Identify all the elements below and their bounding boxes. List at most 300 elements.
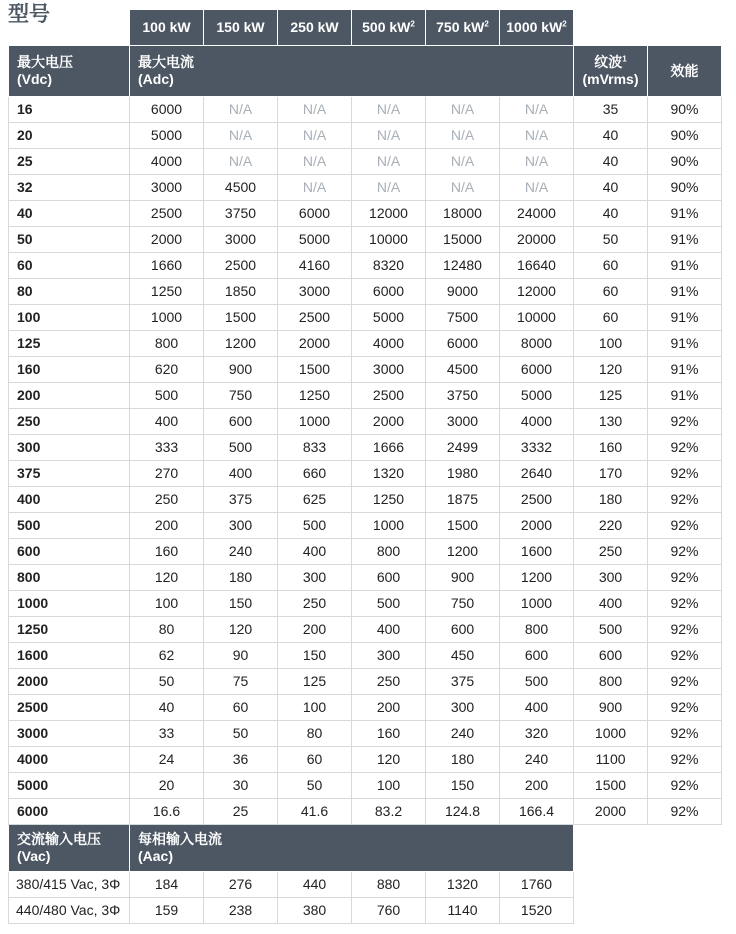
max-current-cell: N/A bbox=[500, 149, 574, 175]
max-current-cell: 18000 bbox=[426, 201, 500, 227]
max-current-cell: 62 bbox=[130, 643, 204, 669]
model-label: 500 kW bbox=[362, 19, 411, 35]
max-current-cell: 2640 bbox=[500, 461, 574, 487]
max-current-cell: 60 bbox=[278, 747, 352, 773]
table-row bbox=[9, 383, 722, 409]
empty-cell bbox=[648, 872, 722, 898]
ripple-cell: 100 bbox=[574, 331, 648, 357]
table-row bbox=[9, 617, 722, 643]
efficiency-cell: 91% bbox=[648, 331, 722, 357]
max-current-cell: 625 bbox=[278, 487, 352, 513]
max-current-cell: 3750 bbox=[426, 383, 500, 409]
input-voltage-label: 交流输入电压 bbox=[17, 831, 101, 847]
max-current-cell: 1850 bbox=[204, 279, 278, 305]
max-current-cell: N/A bbox=[500, 123, 574, 149]
table-row bbox=[9, 747, 722, 773]
max-current-cell: 300 bbox=[426, 695, 500, 721]
max-current-cell: 60 bbox=[204, 695, 278, 721]
max-current-cell: 500 bbox=[352, 591, 426, 617]
max-voltage-cell: 5000 bbox=[9, 773, 130, 799]
efficiency-cell: 91% bbox=[648, 253, 722, 279]
max-current-cell: 40 bbox=[130, 695, 204, 721]
ac-header-row bbox=[9, 825, 722, 872]
model-header-cell bbox=[352, 10, 426, 46]
max-current-cell: 4500 bbox=[204, 175, 278, 201]
max-current-cell: 4160 bbox=[278, 253, 352, 279]
max-voltage-cell: 250 bbox=[9, 409, 130, 435]
efficiency-cell: 92% bbox=[648, 591, 722, 617]
max-current-cell: 8320 bbox=[352, 253, 426, 279]
max-current-cell: 3000 bbox=[426, 409, 500, 435]
max-current-cell: N/A bbox=[278, 175, 352, 201]
max-current-cell: 7500 bbox=[426, 305, 500, 331]
max-current-cell: N/A bbox=[278, 149, 352, 175]
max-current-cell: 25 bbox=[204, 799, 278, 825]
max-voltage-cell: 60 bbox=[9, 253, 130, 279]
max-current-cell: 750 bbox=[204, 383, 278, 409]
max-voltage-header bbox=[9, 46, 130, 97]
phase-current-cell: 1520 bbox=[500, 898, 574, 924]
max-current-cell: 1500 bbox=[426, 513, 500, 539]
max-voltage-cell: 2500 bbox=[9, 695, 130, 721]
max-current-cell: 400 bbox=[500, 695, 574, 721]
phase-current-cell: 159 bbox=[130, 898, 204, 924]
max-current-cell: 80 bbox=[130, 617, 204, 643]
max-voltage-cell: 32 bbox=[9, 175, 130, 201]
spec-table bbox=[8, 9, 722, 924]
max-current-cell: 240 bbox=[204, 539, 278, 565]
phase-current-cell: 380 bbox=[278, 898, 352, 924]
max-current-cell: 166.4 bbox=[500, 799, 574, 825]
max-current-cell: 1200 bbox=[426, 539, 500, 565]
max-current-cell: 1000 bbox=[278, 409, 352, 435]
max-current-cell: 150 bbox=[426, 773, 500, 799]
max-current-cell: 12000 bbox=[500, 279, 574, 305]
max-current-cell: 2500 bbox=[500, 487, 574, 513]
max-current-cell: 1200 bbox=[204, 331, 278, 357]
max-voltage-cell: 3000 bbox=[9, 721, 130, 747]
table-row bbox=[9, 487, 722, 513]
efficiency-cell: 92% bbox=[648, 487, 722, 513]
phase-current-cell: 440 bbox=[278, 872, 352, 898]
max-voltage-cell: 2000 bbox=[9, 669, 130, 695]
model-label: 250 kW bbox=[290, 19, 339, 35]
max-voltage-cell: 160 bbox=[9, 357, 130, 383]
table-row bbox=[9, 201, 722, 227]
ripple-cell: 60 bbox=[574, 305, 648, 331]
efficiency-cell: 92% bbox=[648, 799, 722, 825]
efficiency-cell: 91% bbox=[648, 201, 722, 227]
table-row bbox=[9, 123, 722, 149]
max-voltage-cell: 50 bbox=[9, 227, 130, 253]
efficiency-header: 效能 bbox=[648, 46, 722, 97]
max-voltage-cell: 300 bbox=[9, 435, 130, 461]
table-row bbox=[9, 695, 722, 721]
max-current-cell: 33 bbox=[130, 721, 204, 747]
max-current-cell: 400 bbox=[130, 409, 204, 435]
efficiency-cell: 90% bbox=[648, 175, 722, 201]
max-current-cell: 500 bbox=[204, 435, 278, 461]
max-current-cell: 1875 bbox=[426, 487, 500, 513]
max-current-cell: 200 bbox=[500, 773, 574, 799]
max-current-cell: 1660 bbox=[130, 253, 204, 279]
max-voltage-cell: 500 bbox=[9, 513, 130, 539]
max-current-cell: N/A bbox=[204, 97, 278, 123]
efficiency-cell: 92% bbox=[648, 617, 722, 643]
max-current-cell: 2000 bbox=[352, 409, 426, 435]
table-row bbox=[9, 149, 722, 175]
efficiency-cell: 91% bbox=[648, 383, 722, 409]
ripple-cell: 40 bbox=[574, 175, 648, 201]
max-current-cell: 5000 bbox=[130, 123, 204, 149]
max-current-cell: 90 bbox=[204, 643, 278, 669]
efficiency-cell: 92% bbox=[648, 669, 722, 695]
efficiency-cell: 92% bbox=[648, 539, 722, 565]
max-current-cell: 270 bbox=[130, 461, 204, 487]
ripple-cell: 35 bbox=[574, 97, 648, 123]
max-current-cell: 200 bbox=[130, 513, 204, 539]
empty-cell bbox=[648, 825, 722, 872]
max-current-cell: 2500 bbox=[352, 383, 426, 409]
max-current-cell: 120 bbox=[352, 747, 426, 773]
max-current-cell: 8000 bbox=[500, 331, 574, 357]
max-voltage-cell: 800 bbox=[9, 565, 130, 591]
input-voltage-unit: (Vac) bbox=[17, 848, 51, 864]
table-row bbox=[9, 227, 722, 253]
max-current-cell: 600 bbox=[426, 617, 500, 643]
max-current-cell: 2499 bbox=[426, 435, 500, 461]
model-header-cell bbox=[130, 10, 204, 46]
ripple-cell: 180 bbox=[574, 487, 648, 513]
max-voltage-cell: 200 bbox=[9, 383, 130, 409]
max-current-cell: N/A bbox=[426, 175, 500, 201]
max-current-cell: 124.8 bbox=[426, 799, 500, 825]
empty-cell bbox=[574, 872, 648, 898]
ripple-cell: 130 bbox=[574, 409, 648, 435]
max-current-cell: 20 bbox=[130, 773, 204, 799]
table-row bbox=[9, 279, 722, 305]
ripple-cell: 400 bbox=[574, 591, 648, 617]
model-footnote: 2 bbox=[484, 19, 489, 29]
table-row bbox=[9, 721, 722, 747]
max-current-cell: 1500 bbox=[278, 357, 352, 383]
phase-current-cell: 1140 bbox=[426, 898, 500, 924]
max-current-cell: 750 bbox=[426, 591, 500, 617]
efficiency-cell: 92% bbox=[648, 513, 722, 539]
max-current-cell: 100 bbox=[278, 695, 352, 721]
ripple-cell: 125 bbox=[574, 383, 648, 409]
max-voltage-cell: 80 bbox=[9, 279, 130, 305]
ripple-cell: 250 bbox=[574, 539, 648, 565]
table-row bbox=[9, 643, 722, 669]
max-current-cell: 240 bbox=[500, 747, 574, 773]
max-current-cell: 30 bbox=[204, 773, 278, 799]
max-current-cell: 800 bbox=[500, 617, 574, 643]
model-label: 150 kW bbox=[216, 19, 265, 35]
max-current-cell: 5000 bbox=[500, 383, 574, 409]
model-header-cell bbox=[204, 10, 278, 46]
max-current-cell: 50 bbox=[130, 669, 204, 695]
table-row bbox=[9, 539, 722, 565]
max-current-cell: 6000 bbox=[426, 331, 500, 357]
max-current-cell: 3000 bbox=[130, 175, 204, 201]
max-current-cell: 2500 bbox=[204, 253, 278, 279]
max-current-cell: N/A bbox=[500, 97, 574, 123]
max-current-cell: 4000 bbox=[130, 149, 204, 175]
efficiency-cell: 92% bbox=[648, 643, 722, 669]
max-current-cell: 2000 bbox=[130, 227, 204, 253]
ripple-cell: 900 bbox=[574, 695, 648, 721]
max-current-cell: 600 bbox=[500, 643, 574, 669]
empty-cell bbox=[574, 825, 648, 872]
table-row bbox=[9, 175, 722, 201]
max-current-cell: 400 bbox=[278, 539, 352, 565]
max-current-cell: N/A bbox=[426, 123, 500, 149]
max-voltage-cell: 400 bbox=[9, 487, 130, 513]
max-current-cell: 9000 bbox=[426, 279, 500, 305]
table-row bbox=[9, 461, 722, 487]
ripple-cell: 600 bbox=[574, 643, 648, 669]
page-title: 型号 bbox=[8, 3, 50, 26]
phase-current-cell: 1320 bbox=[426, 872, 500, 898]
ripple-cell: 60 bbox=[574, 253, 648, 279]
max-voltage-cell: 600 bbox=[9, 539, 130, 565]
max-current-cell: 250 bbox=[352, 669, 426, 695]
max-current-cell: 75 bbox=[204, 669, 278, 695]
max-current-cell: 833 bbox=[278, 435, 352, 461]
max-current-cell: 2500 bbox=[278, 305, 352, 331]
ripple-cell: 160 bbox=[574, 435, 648, 461]
table-row bbox=[9, 591, 722, 617]
max-current-cell: 900 bbox=[204, 357, 278, 383]
empty-cell bbox=[574, 898, 648, 924]
max-current-cell: N/A bbox=[278, 123, 352, 149]
max-current-cell: 20000 bbox=[500, 227, 574, 253]
max-current-cell: 400 bbox=[352, 617, 426, 643]
phase-current-unit: (Aac) bbox=[138, 848, 174, 864]
max-current-cell: 800 bbox=[130, 331, 204, 357]
max-current-cell: 1320 bbox=[352, 461, 426, 487]
max-current-cell: N/A bbox=[352, 123, 426, 149]
phase-current-header bbox=[130, 825, 574, 872]
efficiency-cell: 92% bbox=[648, 721, 722, 747]
max-current-cell: 160 bbox=[352, 721, 426, 747]
max-current-cell: 120 bbox=[130, 565, 204, 591]
max-current-cell: 200 bbox=[352, 695, 426, 721]
ripple-cell: 40 bbox=[574, 123, 648, 149]
phase-current-cell: 238 bbox=[204, 898, 278, 924]
max-current-cell: 1980 bbox=[426, 461, 500, 487]
max-voltage-cell: 1600 bbox=[9, 643, 130, 669]
max-current-cell: 10000 bbox=[352, 227, 426, 253]
table-row bbox=[9, 357, 722, 383]
max-current-cell: 500 bbox=[500, 669, 574, 695]
model-header-cell bbox=[278, 10, 352, 46]
table-row bbox=[9, 799, 722, 825]
ripple-cell: 300 bbox=[574, 565, 648, 591]
max-current-cell: 6000 bbox=[500, 357, 574, 383]
model-label: 750 kW bbox=[436, 19, 485, 35]
max-current-cell: 250 bbox=[130, 487, 204, 513]
table-row bbox=[9, 773, 722, 799]
max-current-cell: 160 bbox=[130, 539, 204, 565]
efficiency-cell: 92% bbox=[648, 565, 722, 591]
phase-current-cell: 276 bbox=[204, 872, 278, 898]
max-current-cell: 250 bbox=[278, 591, 352, 617]
max-current-cell: 2000 bbox=[500, 513, 574, 539]
max-current-cell: 450 bbox=[426, 643, 500, 669]
max-voltage-cell: 16 bbox=[9, 97, 130, 123]
max-voltage-cell: 1250 bbox=[9, 617, 130, 643]
max-voltage-cell: 40 bbox=[9, 201, 130, 227]
max-current-label: 最大电流 bbox=[138, 54, 194, 70]
max-current-cell: 500 bbox=[278, 513, 352, 539]
max-current-cell: 5000 bbox=[278, 227, 352, 253]
ripple-cell: 800 bbox=[574, 669, 648, 695]
max-current-cell: 150 bbox=[204, 591, 278, 617]
phase-current-cell: 880 bbox=[352, 872, 426, 898]
efficiency-cell: 92% bbox=[648, 773, 722, 799]
ripple-label: 纹波 bbox=[594, 54, 623, 70]
max-current-cell: N/A bbox=[426, 149, 500, 175]
max-current-cell: 50 bbox=[278, 773, 352, 799]
input-voltage-cell: 380/415 Vac, 3Φ bbox=[9, 872, 130, 898]
model-label: 100 kW bbox=[142, 19, 191, 35]
model-footnote: 2 bbox=[410, 19, 415, 29]
model-header-row bbox=[9, 10, 722, 46]
table-row bbox=[9, 305, 722, 331]
max-current-cell: 16.6 bbox=[130, 799, 204, 825]
max-current-cell: N/A bbox=[204, 123, 278, 149]
max-current-cell: 12000 bbox=[352, 201, 426, 227]
input-voltage-cell: 440/480 Vac, 3Φ bbox=[9, 898, 130, 924]
max-current-cell: 500 bbox=[130, 383, 204, 409]
max-current-cell: 4000 bbox=[352, 331, 426, 357]
max-current-cell: 1000 bbox=[352, 513, 426, 539]
table-row bbox=[9, 409, 722, 435]
max-voltage-cell: 1000 bbox=[9, 591, 130, 617]
max-current-cell: 900 bbox=[426, 565, 500, 591]
model-header-cell bbox=[500, 10, 574, 46]
efficiency-cell: 91% bbox=[648, 357, 722, 383]
header-spacer bbox=[9, 10, 130, 46]
max-current-cell: 3000 bbox=[204, 227, 278, 253]
max-voltage-cell: 125 bbox=[9, 331, 130, 357]
max-current-cell: 3000 bbox=[352, 357, 426, 383]
max-current-cell: 1666 bbox=[352, 435, 426, 461]
max-current-cell: 180 bbox=[204, 565, 278, 591]
ripple-cell: 500 bbox=[574, 617, 648, 643]
table-row bbox=[9, 565, 722, 591]
max-voltage-cell: 375 bbox=[9, 461, 130, 487]
ripple-cell: 40 bbox=[574, 149, 648, 175]
max-current-cell: 400 bbox=[204, 461, 278, 487]
max-current-cell: 320 bbox=[500, 721, 574, 747]
ripple-cell: 40 bbox=[574, 201, 648, 227]
empty-cell bbox=[648, 898, 722, 924]
max-current-cell: N/A bbox=[352, 97, 426, 123]
max-current-cell: 125 bbox=[278, 669, 352, 695]
max-current-cell: 600 bbox=[352, 565, 426, 591]
max-current-cell: 3750 bbox=[204, 201, 278, 227]
max-current-cell: 2000 bbox=[278, 331, 352, 357]
max-current-unit: (Adc) bbox=[138, 71, 174, 87]
max-current-cell: 180 bbox=[426, 747, 500, 773]
efficiency-cell: 90% bbox=[648, 97, 722, 123]
max-current-cell: 4000 bbox=[500, 409, 574, 435]
efficiency-cell: 92% bbox=[648, 461, 722, 487]
max-current-cell: 375 bbox=[204, 487, 278, 513]
max-voltage-unit: (Vdc) bbox=[17, 71, 52, 87]
model-label: 1000 kW bbox=[506, 19, 563, 35]
ripple-cell: 170 bbox=[574, 461, 648, 487]
efficiency-cell: 92% bbox=[648, 747, 722, 773]
table-row bbox=[9, 253, 722, 279]
efficiency-cell: 90% bbox=[648, 149, 722, 175]
max-voltage-cell: 100 bbox=[9, 305, 130, 331]
max-current-cell: N/A bbox=[352, 149, 426, 175]
max-current-cell: 83.2 bbox=[352, 799, 426, 825]
efficiency-cell: 91% bbox=[648, 279, 722, 305]
max-current-cell: 375 bbox=[426, 669, 500, 695]
ripple-cell: 60 bbox=[574, 279, 648, 305]
max-current-cell: 80 bbox=[278, 721, 352, 747]
ripple-cell: 2000 bbox=[574, 799, 648, 825]
phase-current-cell: 184 bbox=[130, 872, 204, 898]
max-current-cell: 3332 bbox=[500, 435, 574, 461]
max-current-cell: 1000 bbox=[500, 591, 574, 617]
max-current-cell: 300 bbox=[278, 565, 352, 591]
max-current-cell: N/A bbox=[204, 149, 278, 175]
ripple-cell: 120 bbox=[574, 357, 648, 383]
max-voltage-cell: 20 bbox=[9, 123, 130, 149]
efficiency-cell: 92% bbox=[648, 435, 722, 461]
max-current-cell: 24 bbox=[130, 747, 204, 773]
max-current-cell: N/A bbox=[500, 175, 574, 201]
efficiency-cell: 92% bbox=[648, 695, 722, 721]
max-current-cell: 1250 bbox=[278, 383, 352, 409]
ripple-cell: 1000 bbox=[574, 721, 648, 747]
model-footnote: 2 bbox=[562, 19, 567, 29]
max-current-cell: N/A bbox=[278, 97, 352, 123]
max-current-cell: 300 bbox=[352, 643, 426, 669]
max-current-cell: 36 bbox=[204, 747, 278, 773]
max-voltage-cell: 25 bbox=[9, 149, 130, 175]
max-current-cell: 150 bbox=[278, 643, 352, 669]
max-voltage-cell: 4000 bbox=[9, 747, 130, 773]
max-current-cell: 41.6 bbox=[278, 799, 352, 825]
ripple-cell: 220 bbox=[574, 513, 648, 539]
max-current-cell: 2500 bbox=[130, 201, 204, 227]
max-current-cell: 1200 bbox=[500, 565, 574, 591]
max-current-cell: 12480 bbox=[426, 253, 500, 279]
max-current-cell: 24000 bbox=[500, 201, 574, 227]
max-current-cell: 15000 bbox=[426, 227, 500, 253]
table-row bbox=[9, 513, 722, 539]
max-current-cell: 6000 bbox=[278, 201, 352, 227]
max-current-cell: 10000 bbox=[500, 305, 574, 331]
ripple-header bbox=[574, 46, 648, 97]
model-header-cell bbox=[426, 10, 500, 46]
max-voltage-cell: 6000 bbox=[9, 799, 130, 825]
max-current-cell: 620 bbox=[130, 357, 204, 383]
table-row bbox=[9, 872, 722, 898]
efficiency-cell: 92% bbox=[648, 409, 722, 435]
max-current-cell: 1500 bbox=[204, 305, 278, 331]
ripple-cell: 1500 bbox=[574, 773, 648, 799]
ripple-footnote: 1 bbox=[622, 54, 627, 64]
input-voltage-header bbox=[9, 825, 130, 872]
